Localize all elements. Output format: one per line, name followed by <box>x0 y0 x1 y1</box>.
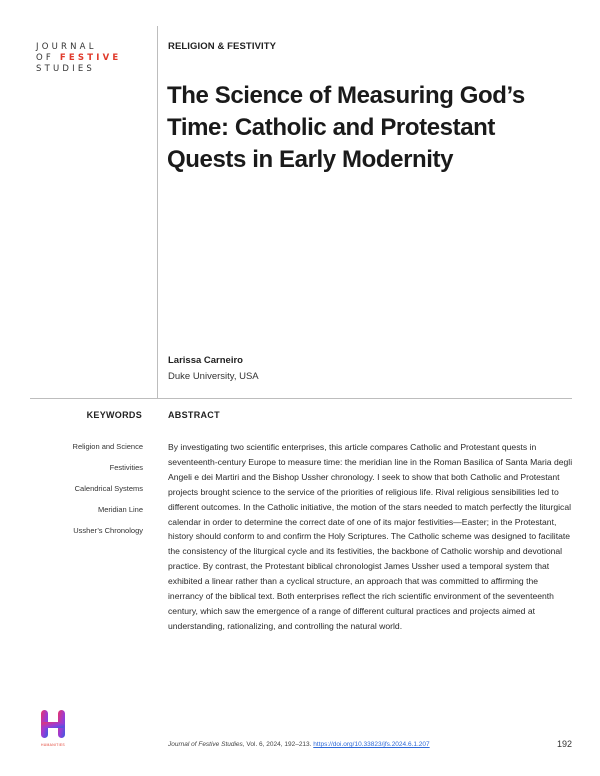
journal-logo-prefix: OF <box>36 53 60 63</box>
journal-logo-line2 <box>36 53 121 64</box>
publisher-logo-icon <box>38 708 68 748</box>
keyword-item: Ussher’s Chronology <box>73 526 143 535</box>
journal-logo <box>36 42 121 75</box>
publisher-text: HUMANITIES <box>41 743 65 747</box>
article-title: The Science of Measuring God’s Time: Catholic and Protestant Quests in Early Modernity <box>167 82 525 173</box>
keyword-item: Meridian Line <box>97 505 143 514</box>
keyword-item: Festivities <box>109 463 143 472</box>
page-number: 192 <box>556 739 572 749</box>
journal-logo-line3: STUDIES <box>36 64 96 74</box>
author-name: Larissa Carneiro <box>168 355 243 366</box>
keyword-item: Religion and Science <box>72 442 143 451</box>
keywords-list <box>13 442 143 547</box>
horizontal-divider <box>30 398 572 399</box>
author-affiliation: Duke University, USA <box>168 371 259 382</box>
citation-details: , Vol. 6, 2024, 192–213. <box>242 741 312 748</box>
citation-line <box>168 741 430 748</box>
keywords-heading: KEYWORDS <box>86 410 142 420</box>
vertical-divider <box>157 26 158 398</box>
doi-link[interactable]: https://doi.org/10.33823/jfs.2024.6.1.207 <box>313 741 430 748</box>
article-category: RELIGION & FESTIVITY <box>168 41 277 52</box>
abstract-text: By investigating two scientific enterprises, this article compares Catholic and Protestant quests in seventeenth-century Europe to measure time: the meridian line in the Roman Basilica of Santa Maria degli Angeli e dei Martiri and the Bishop Ussher chronology. I seek to show that both Catholic and Protestant projects brought science to the service of the priorities of religious life. Rival religious sensibilities led to different outcomes. In the Catholic initiative, the motion of the stars needed to match perfectly the liturgical calendar in order to determine the correct date of one of its major festivities—Easter; in the Protestant, history should conform to and confirm the Holy Scriptures. The Catholic scheme was designed to facilitate the consistency of the liturgical cycle and its festivities, the backbone of Catholic worship and devotional practice. By contrast, the Protestant biblical chronologist James Ussher used a temporal system that exhibited a linear rather than a cyclical structure, an approach that was committed to affirming the inerrancy of the biblical text. Both enterprises reflect the rich scientific environment of the seventeenth century, which saw the emergence of a range of different cultural practices and projects aimed at understanding, rationalizing, and controlling the natural world. <box>168 442 573 631</box>
abstract-heading: ABSTRACT <box>168 410 220 420</box>
journal-logo-highlight: FESTIVE <box>59 53 122 63</box>
citation-journal-name: Journal of Festive Studies <box>168 741 243 748</box>
keyword-item: Calendrical Systems <box>74 484 143 493</box>
journal-logo-line1: JOURNAL <box>36 42 97 52</box>
